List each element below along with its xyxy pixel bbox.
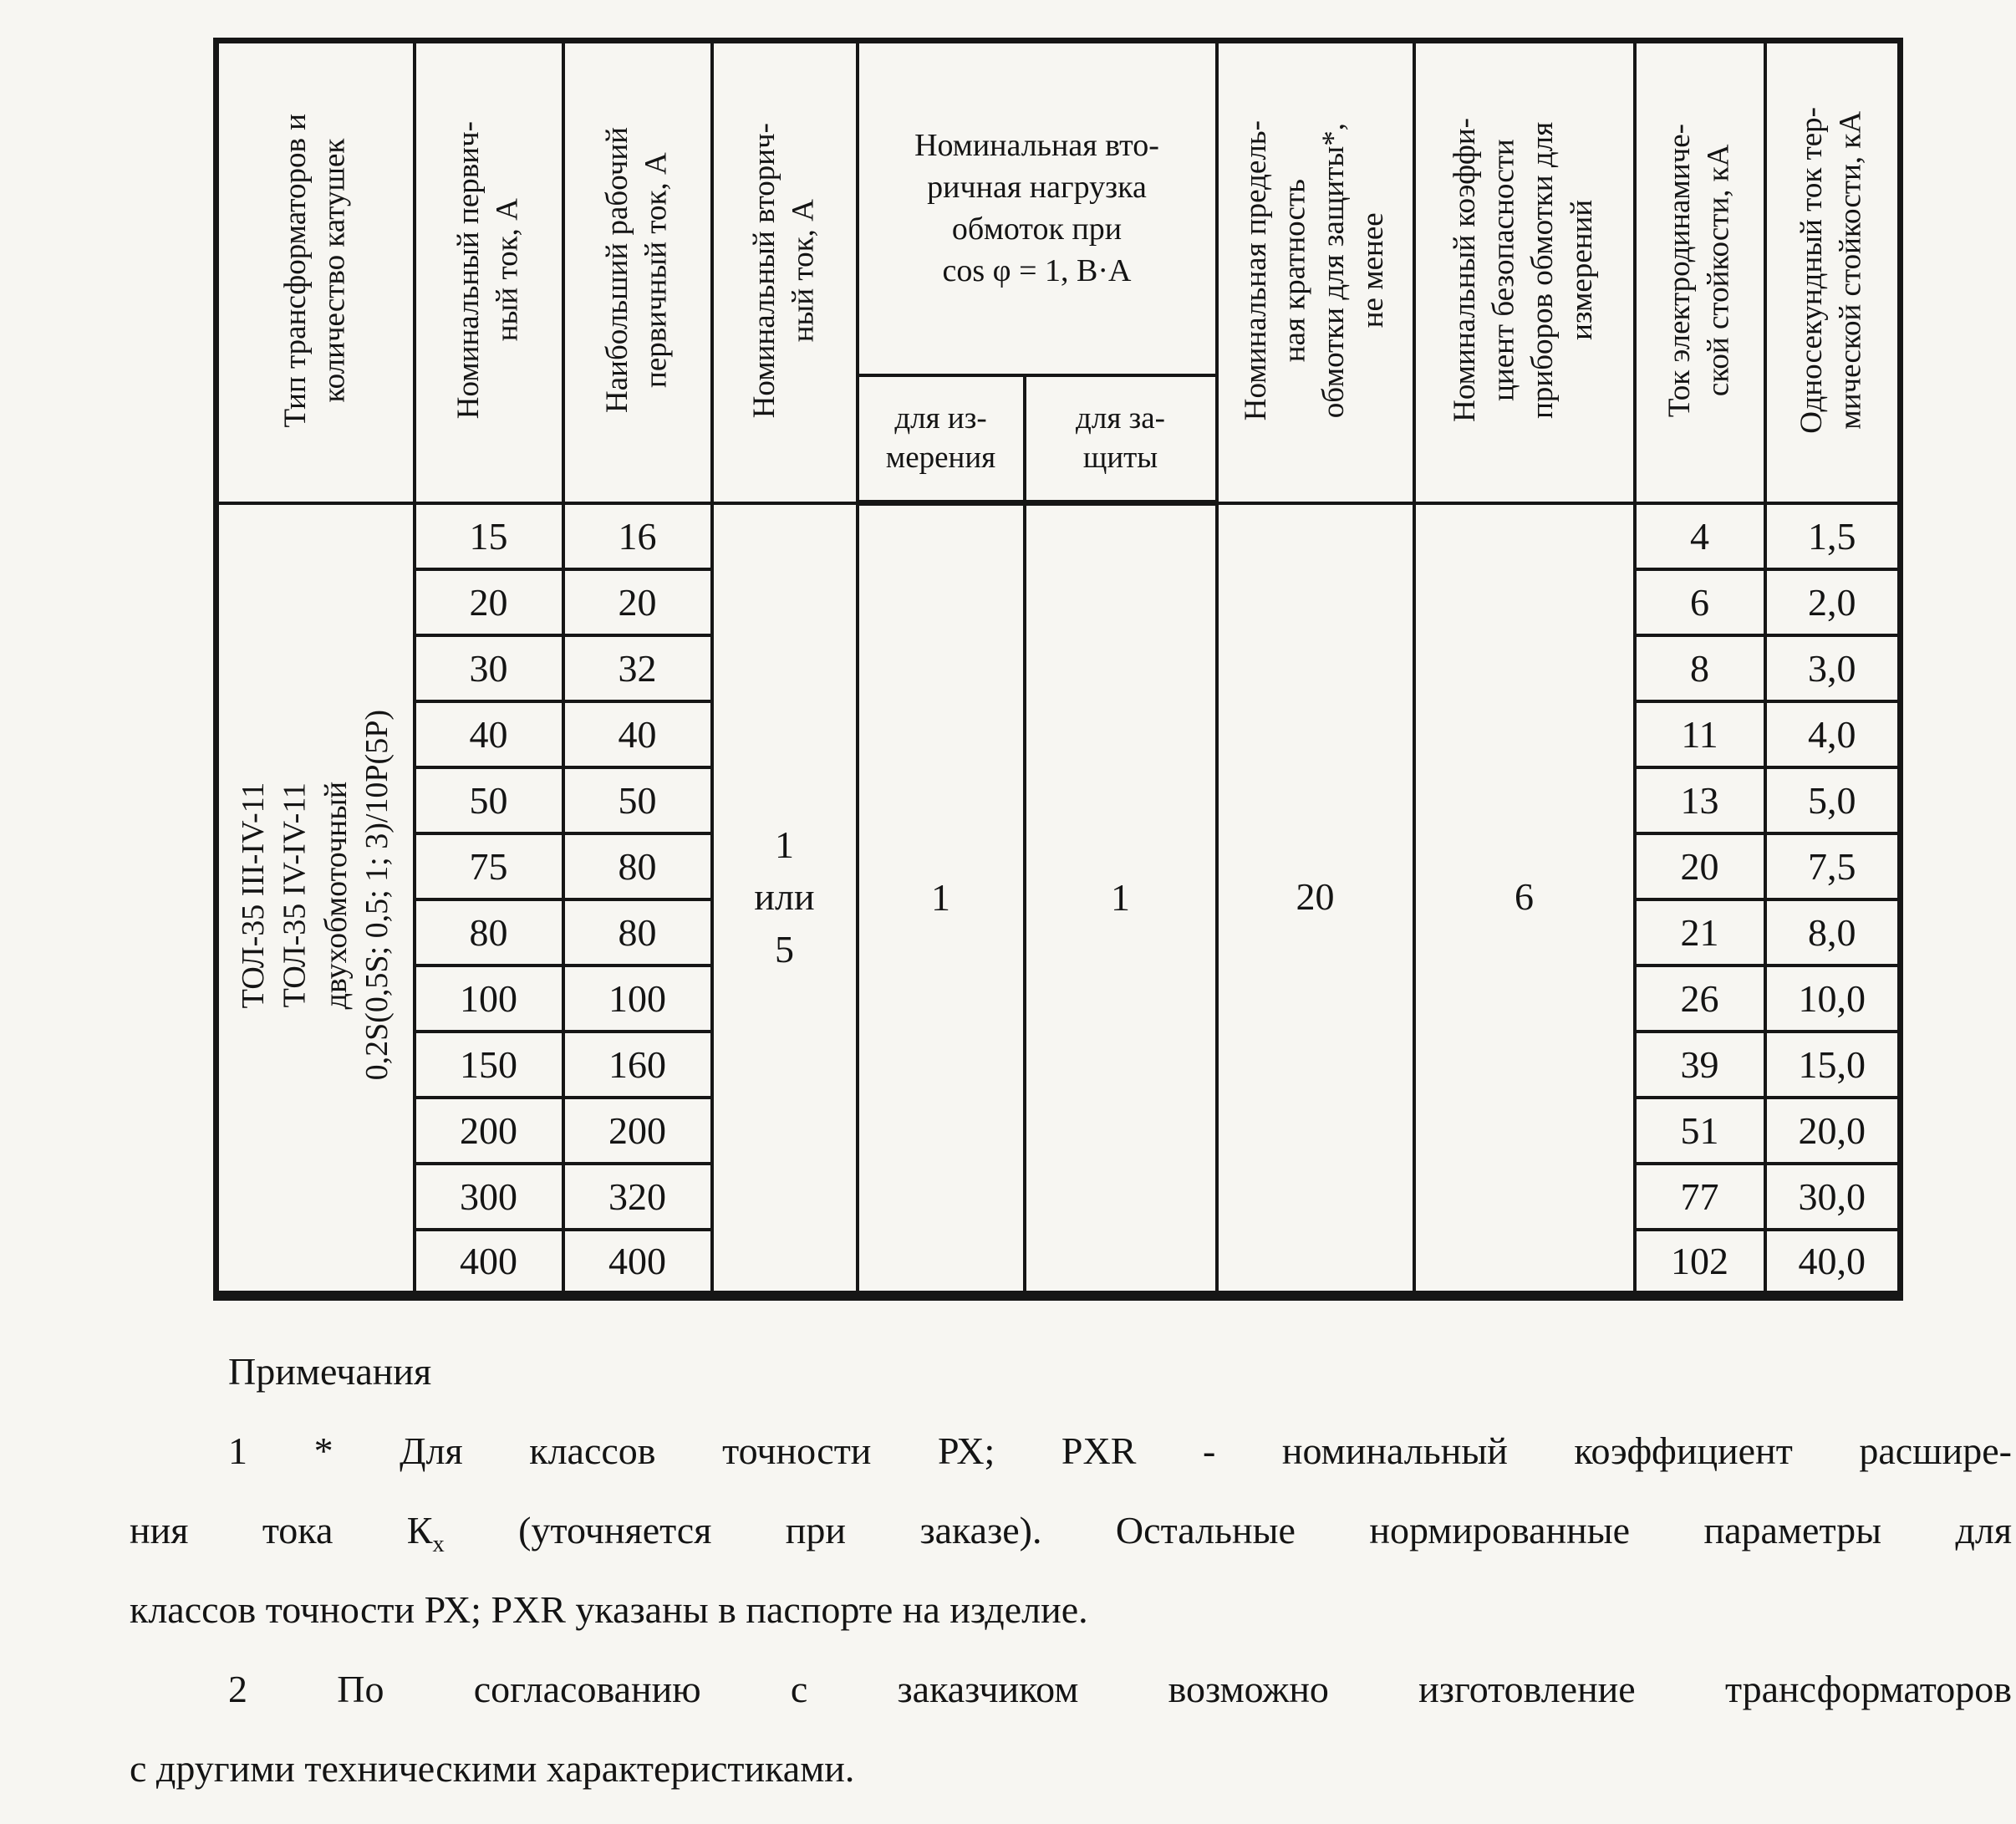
- cell-max-current: 80: [563, 899, 712, 965]
- secondary-load-line-3: обмоток при: [951, 211, 1123, 247]
- cell-thermal: 20,0: [1765, 1098, 1901, 1164]
- col-header-secondary-load: [858, 41, 1217, 375]
- notes-title: Примечания: [228, 1350, 432, 1393]
- note-1-line-3: классов точности РХ; PXR указаны в паспорте на изделие.: [130, 1588, 1088, 1631]
- col-header-max-working-text: Наибольший рабочий первичный ток, А: [599, 127, 674, 414]
- subheader-for-measurement: [858, 375, 1025, 503]
- cell-primary-current: 300: [415, 1164, 563, 1230]
- cell-max-current: 100: [563, 965, 712, 1032]
- transformer-specs-table: [213, 38, 1903, 1301]
- cell-max-current: 20: [563, 569, 712, 635]
- cell-electrodynamic: 6: [1635, 569, 1765, 635]
- note-2-line-1: 2 По согласованию с заказчиком возможно изготовление трансформаторов: [228, 1668, 2012, 1710]
- cell-load-for-measurement: 1: [858, 503, 1025, 1296]
- cell-max-current: 80: [563, 833, 712, 899]
- col-header-nominal-primary: [415, 41, 563, 503]
- secondary-load-line-4: cos φ = 1, В·А: [942, 253, 1132, 289]
- col-header-safety-factor: [1414, 41, 1635, 503]
- cell-primary-current: 75: [415, 833, 563, 899]
- cell-max-current: 200: [563, 1098, 712, 1164]
- cell-electrodynamic: 11: [1635, 701, 1765, 767]
- cell-electrodynamic: 20: [1635, 833, 1765, 899]
- col-header-nominal-secondary-text: Номинальный вторич- ный ток, А: [746, 122, 821, 418]
- note-1-line-2-pre: ния тока К: [130, 1509, 433, 1551]
- col-header-type: [216, 41, 415, 503]
- cell-max-current: 320: [563, 1164, 712, 1230]
- col-header-safety-factor-text: Номинальный коэффи- циент безопасности приборов обмотки для измерений: [1448, 118, 1600, 423]
- col-header-nominal-primary-text: Номинальный первич- ный ток, А: [451, 121, 525, 420]
- col-header-thermal-text: Односекундный ток тер- мической стойкости, кА: [1795, 106, 1868, 434]
- notes-section: [130, 1348, 2012, 1824]
- cell-electrodynamic: 21: [1635, 899, 1765, 965]
- cell-transformer-type: [216, 503, 415, 1296]
- for-protection-line-1: для за-: [1076, 400, 1165, 436]
- col-header-electrodynamic-text: Ток электродинамиче- ской стойкости, кА: [1662, 123, 1736, 417]
- note-1-line-2: [130, 1506, 2012, 1558]
- secondary-current-line-2: или: [754, 875, 815, 919]
- for-protection-line-2: щиты: [1082, 441, 1158, 476]
- cell-electrodynamic: 39: [1635, 1032, 1765, 1098]
- cell-primary-current: 100: [415, 965, 563, 1032]
- cell-thermal: 40,0: [1765, 1230, 1901, 1296]
- cell-electrodynamic: 13: [1635, 767, 1765, 833]
- cell-max-current: 160: [563, 1032, 712, 1098]
- cell-thermal: 30,0: [1765, 1164, 1901, 1230]
- cell-primary-current: 40: [415, 701, 563, 767]
- secondary-load-line-1: Номинальная вто-: [914, 127, 1159, 163]
- subheader-for-protection: [1025, 375, 1217, 503]
- cell-max-current: 32: [563, 635, 712, 701]
- cell-max-current: 50: [563, 767, 712, 833]
- cell-thermal: 10,0: [1765, 965, 1901, 1032]
- cell-primary-current: 80: [415, 899, 563, 965]
- cell-primary-current: 150: [415, 1032, 563, 1098]
- cell-primary-current: 50: [415, 767, 563, 833]
- note-1-line-1: 1 * Для классов точности РХ; PXR - номинальный коэффициент расшире-: [228, 1429, 2012, 1472]
- note-1-kx-subscript: х: [432, 1531, 445, 1558]
- cell-max-current: 400: [563, 1230, 712, 1296]
- note-1-line-2-post: (уточняется при заказе). Остальные нормированные параметры для: [444, 1509, 2012, 1551]
- cell-thermal: 3,0: [1765, 635, 1901, 701]
- cell-thermal: 7,5: [1765, 833, 1901, 899]
- cell-electrodynamic: 102: [1635, 1230, 1765, 1296]
- cell-electrodynamic: 4: [1635, 503, 1765, 569]
- transformer-type-text: ТОЛ-35 III-IV-11 ТОЛ-35 IV-IV-11 двухобмоточный 0,2S(0,5S; 0,5; 1; 3)/10Р(5Р): [235, 710, 395, 1081]
- col-header-nominal-secondary: [712, 41, 858, 503]
- cell-primary-current: 400: [415, 1230, 563, 1296]
- cell-electrodynamic: 8: [1635, 635, 1765, 701]
- col-header-limit-multiplicity: [1217, 41, 1414, 503]
- cell-thermal: 1,5: [1765, 503, 1901, 569]
- cell-primary-current: 20: [415, 569, 563, 635]
- cell-primary-current: 200: [415, 1098, 563, 1164]
- cell-thermal: 15,0: [1765, 1032, 1901, 1098]
- cell-max-current: 16: [563, 503, 712, 569]
- cell-primary-current: 30: [415, 635, 563, 701]
- cell-thermal: 2,0: [1765, 569, 1901, 635]
- cell-load-for-protection: 1: [1025, 503, 1217, 1296]
- secondary-load-line-2: ричная нагрузка: [927, 170, 1147, 206]
- secondary-current-line-3: 5: [775, 927, 794, 971]
- cell-thermal: 4,0: [1765, 701, 1901, 767]
- for-measurement-line-1: для из-: [894, 400, 987, 436]
- cell-max-current: 40: [563, 701, 712, 767]
- col-header-max-working: [563, 41, 712, 503]
- secondary-current-line-1: 1: [775, 823, 794, 867]
- note-2-line-2: с другими техническими характеристиками.: [130, 1747, 855, 1790]
- cell-thermal: 8,0: [1765, 899, 1901, 965]
- cell-primary-current: 15: [415, 503, 563, 569]
- cell-electrodynamic: 51: [1635, 1098, 1765, 1164]
- cell-electrodynamic: 77: [1635, 1164, 1765, 1230]
- cell-secondary-current: [712, 503, 858, 1296]
- col-header-thermal: [1765, 41, 1901, 503]
- cell-limit-multiplicity: 20: [1217, 503, 1414, 1296]
- for-measurement-line-2: мерения: [885, 441, 996, 476]
- cell-thermal: 5,0: [1765, 767, 1901, 833]
- cell-safety-factor: 6: [1414, 503, 1635, 1296]
- col-header-type-text: Тип трансформаторов и количество катушек: [278, 113, 352, 427]
- col-header-limit-multiplicity-text: Номинальная предель- ная кратность обмотки для защиты*, не менее: [1239, 120, 1391, 420]
- cell-electrodynamic: 26: [1635, 965, 1765, 1032]
- col-header-electrodynamic: [1635, 41, 1765, 503]
